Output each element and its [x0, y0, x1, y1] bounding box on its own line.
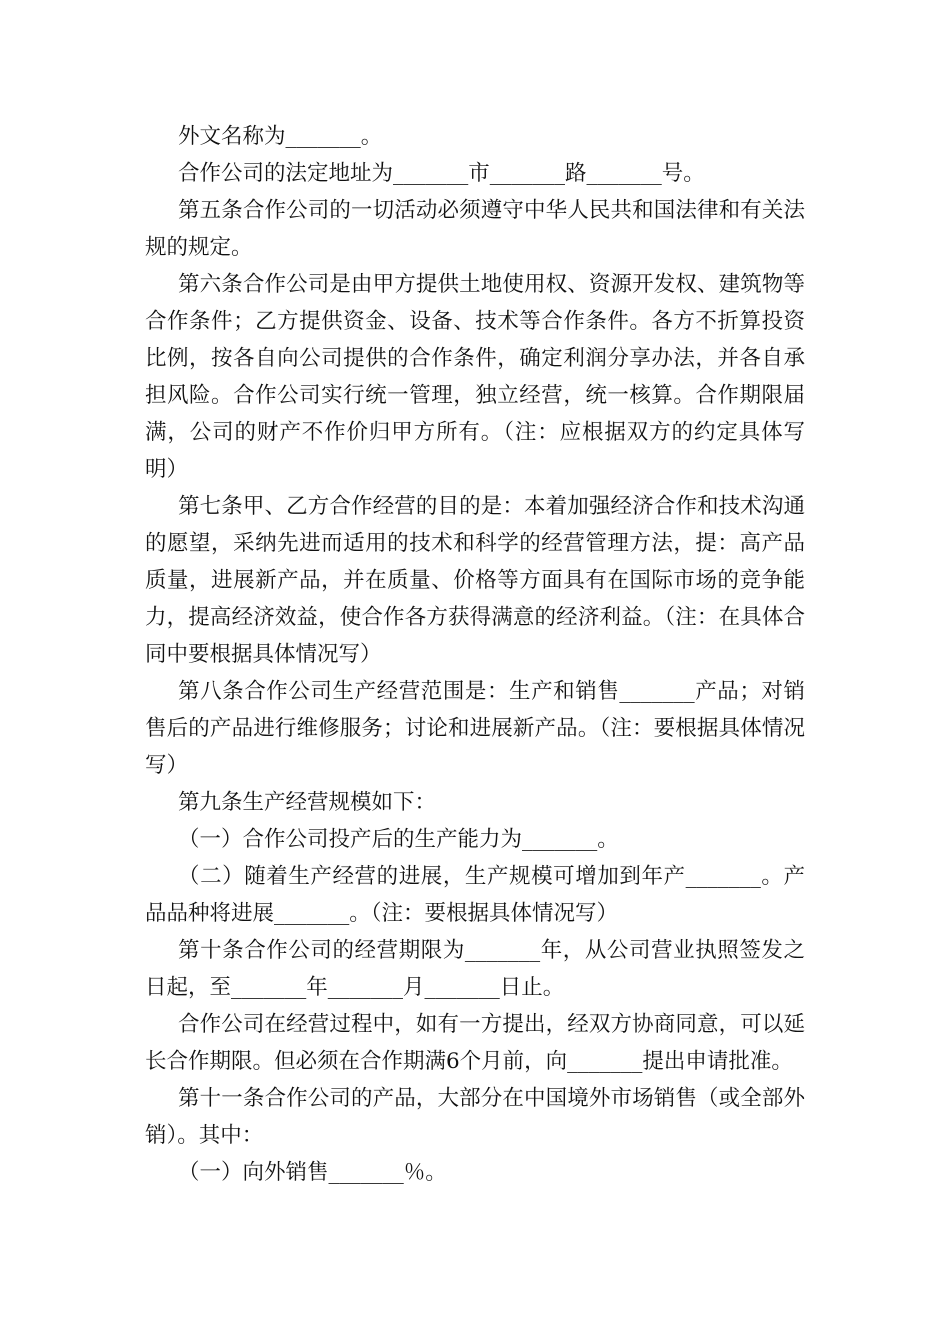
- document-body: [145, 118, 805, 1191]
- paragraph-foreign-name: 外文名称为_______。: [178, 124, 383, 149]
- paragraph-extension: 合作公司在经营过程中，如有一方提出，经双方协商同意，可以延长合作期限。但必须在合作期满6个月前，向_______提出申请批准。: [145, 1012, 805, 1074]
- paragraph-legal-address: 合作公司的法定地址为_______市_______路_______号。: [178, 161, 705, 186]
- paragraph-article-10: 第十条合作公司的经营期限为_______年，从公司营业执照签发之日起，至_______年_______月_______日止。: [145, 938, 805, 1000]
- paragraph-article-11-item-1: （一）向外销售_______％。: [178, 1160, 447, 1185]
- paragraph-article-9: 第九条生产经营规模如下：: [178, 790, 437, 815]
- paragraph-article-9-item-1: （一）合作公司投产后的生产能力为_______。: [178, 827, 619, 852]
- paragraph-article-7: 第七条甲、乙方合作经营的目的是：本着加强经济合作和技术沟通的愿望，采纳先进而适用的技术和科学的经营管理方法，提：高产品质量，进展新产品，并在质量、价格等方面具有在国际市场的竞争能力，提高经济效益，使合作各方获得满意的经济利益。（注：在具体合同中要根据具体情况写）: [145, 494, 805, 667]
- paragraph-article-9-item-2: （二）随着生产经营的进展，生产规模可增加到年产_______。产品品种将进展_______。（注：要根据具体情况写）: [145, 864, 805, 926]
- paragraph-article-6: 第六条合作公司是由甲方提供土地使用权、资源开发权、建筑物等合作条件；乙方提供资金、设备、技术等合作条件。各方不折算投资比例，按各自向公司提供的合作条件，确定利润分享办法，并各自承担风险。合作公司实行统一管理，独立经营，统一核算。合作期限届满，公司的财产不作价归甲方所有。（注：应根据双方的约定具体写明）: [145, 272, 805, 482]
- paragraph-article-5: 第五条合作公司的一切活动必须遵守中华人民共和国法律和有关法规的规定。: [145, 198, 805, 260]
- paragraph-article-8: 第八条合作公司生产经营范围是：生产和销售_______产品；对销售后的产品进行维修服务；讨论和进展新产品。（注：要根据具体情况写）: [145, 679, 805, 778]
- paragraph-article-11: 第十一条合作公司的产品，大部分在中国境外市场销售（或全部外销）。其中：: [145, 1086, 805, 1148]
